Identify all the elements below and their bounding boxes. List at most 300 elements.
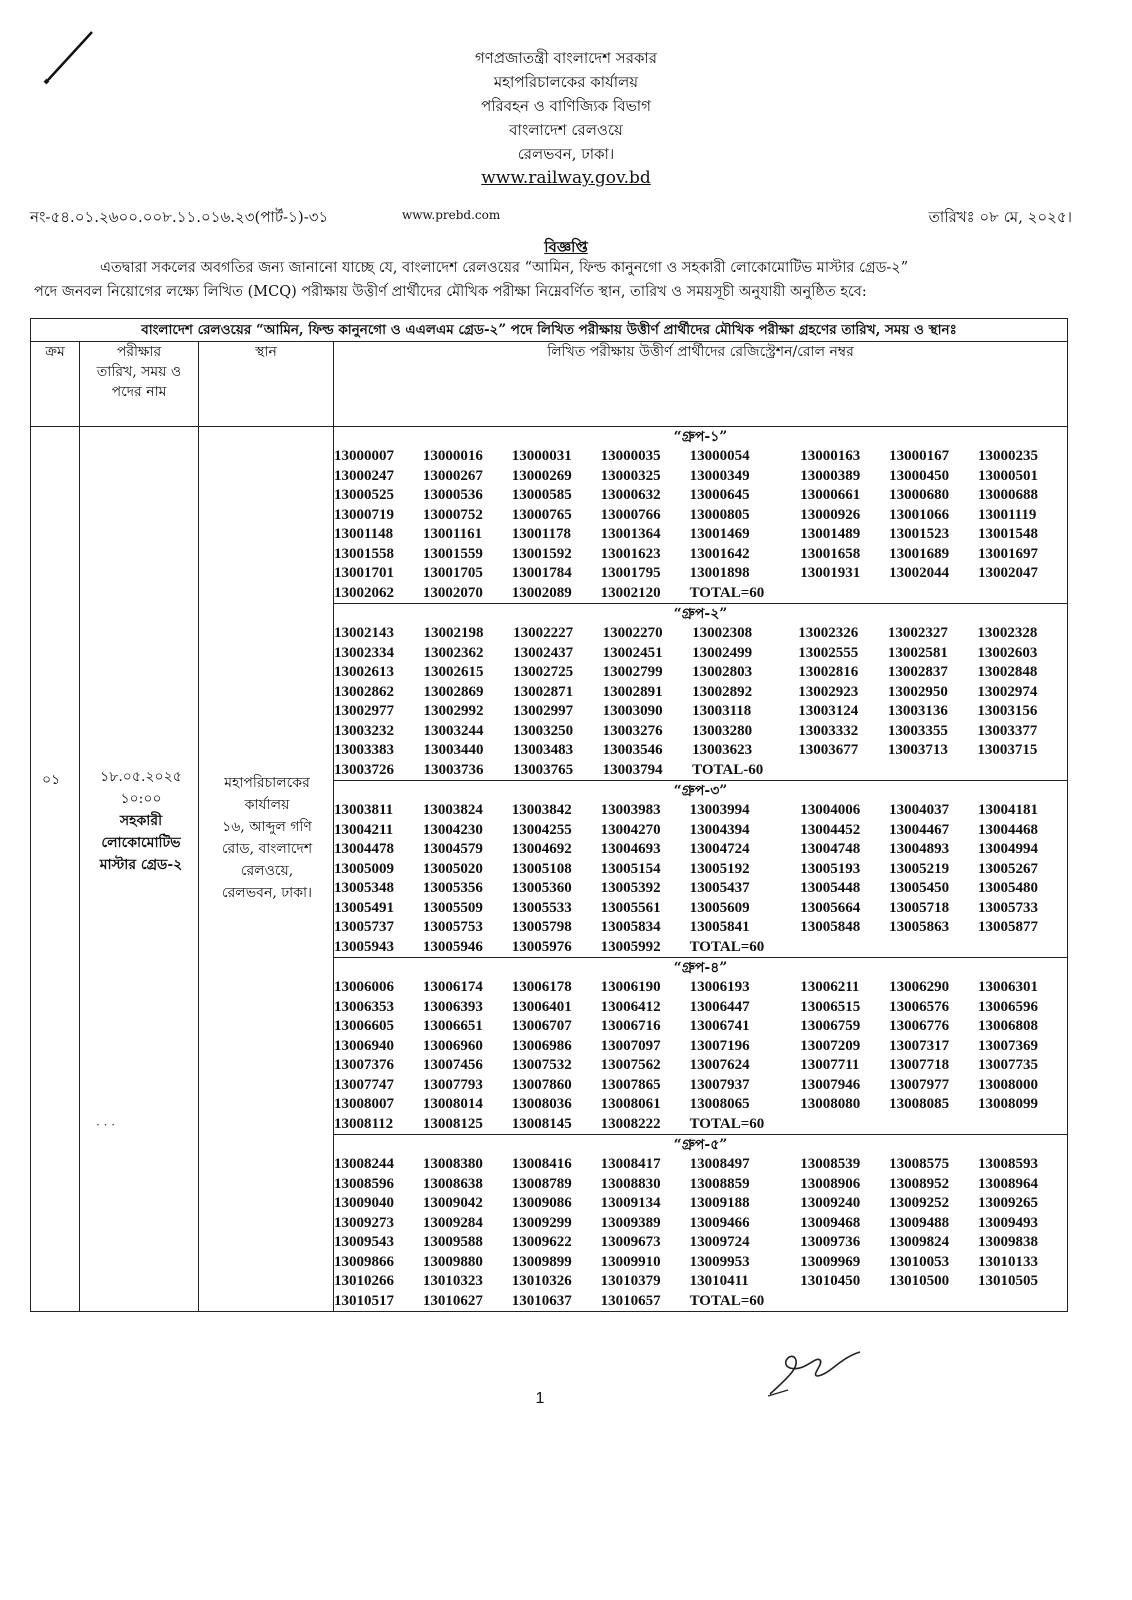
roll-row [334, 663, 1067, 683]
notice-title: বিজ্ঞপ্তি [544, 238, 588, 256]
roll-number: 13001523 [889, 526, 950, 542]
roll-number: 13006940 [334, 1037, 394, 1054]
roll-number: 13002848 [977, 664, 1038, 680]
table-caption: বাংলাদেশ রেলওয়ের “আমিন, ফিল্ড কানুনগো ও এএলএম গ্রেড-২” পদে লিখিত পরীক্ষায় উত্তীর্ণ প্রার্থীদের মৌখিক পরীক্ষা গ্রহণের তারিখ, সময় ও স্থানঃ [31, 319, 1068, 342]
roll-number: 13002871 [513, 683, 574, 700]
venue-line: ১৬, আব্দুল গণি [222, 819, 312, 835]
roll-number: 13004893 [889, 841, 950, 857]
roll-number: 13008080 [800, 1096, 861, 1112]
roll-number [800, 1292, 889, 1312]
roll-number: 13000719 [334, 506, 394, 523]
roll-number: 13009252 [889, 1195, 950, 1211]
roll-number: 13002615 [423, 664, 484, 680]
roll-number: 13007097 [600, 1037, 661, 1054]
roll-row [334, 1155, 1067, 1175]
roll-number: 13006515 [800, 998, 861, 1015]
roll-number: 13005491 [334, 899, 394, 916]
roll-number: 13010627 [422, 1292, 483, 1309]
roll-row [334, 683, 1067, 703]
roll-number: 13003124 [798, 703, 859, 719]
roll-group [334, 957, 1067, 1134]
roll-number: 13009273 [334, 1214, 394, 1231]
roll-number: 13003811 [334, 802, 394, 818]
roll-number: 13001066 [889, 506, 950, 523]
group-total: TOTAL=60 [689, 584, 765, 601]
roll-number: 13005561 [600, 899, 661, 916]
roll-number: 13000167 [889, 448, 950, 464]
roll-number: 13007562 [600, 1057, 661, 1073]
roll-number: 13001592 [511, 545, 572, 562]
roll-number: 13005509 [422, 899, 483, 916]
roll-number: 13003156 [977, 703, 1038, 719]
roll-group [334, 427, 1067, 603]
roll-number-grid [334, 447, 1067, 603]
roll-number: 13005733 [978, 899, 1038, 916]
roll-number: 13008125 [422, 1115, 483, 1132]
roll-number: 13007711 [800, 1057, 860, 1073]
roll-number: 13003136 [887, 703, 948, 719]
roll-number: 13007865 [600, 1076, 661, 1093]
roll-number: 13007747 [334, 1076, 394, 1093]
post-name-line: লোকোমোটিভ [101, 835, 181, 851]
roll-number: 13003726 [334, 761, 394, 778]
roll-number: 13010517 [334, 1292, 394, 1309]
roll-number: 13007456 [422, 1057, 483, 1073]
memo-date: তারিখঃ ০৮ মে, ২০২৫। [928, 208, 1072, 226]
roll-number: 13002950 [887, 683, 948, 700]
roll-number: 13006776 [889, 1018, 950, 1034]
roll-number: 13002120 [600, 584, 661, 601]
roll-number: 13006759 [800, 1018, 861, 1034]
roll-number: 13004467 [889, 821, 950, 838]
roll-number: 13000163 [800, 448, 861, 464]
group-title: “গ্রুপ-১” [673, 429, 728, 445]
roll-number: 13001795 [600, 565, 661, 581]
roll-number: 13009724 [689, 1234, 750, 1250]
roll-number: 13001364 [600, 526, 661, 542]
roll-number [978, 938, 1067, 958]
roll-number [800, 1115, 889, 1135]
roll-number: 13008417 [600, 1156, 661, 1172]
roll-number: 13001784 [511, 565, 572, 581]
roll-number: 13007793 [422, 1076, 483, 1093]
roll-number: 13009969 [800, 1253, 861, 1270]
roll-number: 13010505 [978, 1273, 1038, 1289]
roll-number: 13006605 [334, 1018, 394, 1034]
roll-number: 13004579 [422, 841, 483, 857]
roll-number: 13005193 [800, 860, 861, 877]
roll-number: 13003232 [334, 722, 394, 739]
roll-number: 13006596 [978, 998, 1038, 1015]
roll-number: 13005877 [978, 919, 1038, 935]
roll-row [334, 506, 1067, 526]
roll-number: 13010133 [978, 1253, 1038, 1270]
roll-number: 13010379 [600, 1273, 661, 1289]
roll-number [977, 761, 1067, 781]
group-total: TOTAL=60 [689, 938, 765, 955]
roll-number: 13002725 [513, 664, 574, 680]
roll-number: 13003677 [798, 742, 859, 758]
roll-number: 13005834 [600, 919, 661, 935]
header-line: মহাপরিচালকের কার্যালয় [493, 73, 639, 91]
roll-number: 13005356 [422, 880, 483, 896]
roll-number: 13002974 [977, 683, 1038, 700]
roll-row [334, 584, 1067, 604]
post-name-line: মাস্টার গ্রেড-২ [99, 857, 183, 873]
roll-number: 13000926 [800, 506, 861, 523]
roll-number: 13005154 [600, 860, 661, 877]
roll-number: 13000805 [689, 506, 750, 523]
roll-number: 13001898 [689, 565, 750, 581]
roll-number: 13008593 [978, 1156, 1038, 1172]
roll-number: 13000766 [600, 506, 661, 523]
roll-row [334, 821, 1067, 841]
roll-row [334, 840, 1067, 860]
roll-number: 13006960 [422, 1037, 483, 1054]
roll-number: 13008575 [889, 1156, 950, 1172]
roll-number: 13002862 [334, 683, 394, 700]
roll-number: 13007718 [889, 1057, 950, 1073]
roll-number: 13010657 [600, 1292, 661, 1309]
roll-number: 13006651 [422, 1018, 483, 1034]
roll-number: 13005009 [334, 860, 394, 877]
roll-number: 13002799 [602, 664, 663, 680]
roll-row [334, 644, 1067, 664]
roll-number [798, 761, 888, 781]
office-header [0, 46, 1132, 190]
roll-number: 13004468 [978, 821, 1038, 838]
roll-row [334, 918, 1067, 938]
roll-number: 13005192 [689, 860, 750, 877]
roll-number: 13002070 [422, 584, 483, 601]
roll-number: 13009910 [600, 1253, 661, 1270]
header-place: স্থান [199, 342, 334, 427]
roll-number: 13002270 [602, 625, 663, 641]
roll-row [334, 1076, 1067, 1096]
roll-number: 13010053 [889, 1253, 950, 1270]
roll-number: 13005943 [334, 938, 394, 955]
roll-number: 13006741 [689, 1018, 750, 1034]
group-title: “গ্রুপ-৪” [673, 960, 728, 976]
roll-number: 13006707 [511, 1018, 572, 1034]
roll-number: 13004693 [600, 841, 661, 857]
roll-number [888, 761, 978, 781]
roll-number: 13008964 [978, 1175, 1038, 1192]
serial-value: ০১ [42, 772, 61, 788]
roll-group [334, 603, 1067, 780]
group-title: “গ্রুপ-৫” [673, 1137, 728, 1153]
roll-row [334, 722, 1067, 742]
roll-number: 13002437 [513, 644, 574, 661]
roll-number: 13000389 [800, 467, 861, 484]
roll-number: 13006193 [689, 979, 750, 995]
roll-number: 13000016 [422, 448, 483, 464]
roll-number [800, 584, 889, 604]
roll-row [334, 1095, 1067, 1115]
roll-number: 13006576 [889, 998, 950, 1015]
roll-number: 13001178 [511, 526, 571, 542]
roll-number: 13008244 [334, 1156, 394, 1172]
roll-number: 13003623 [692, 742, 753, 758]
roll-row [334, 741, 1067, 761]
roll-row [334, 1056, 1067, 1076]
roll-number: 13009188 [689, 1195, 750, 1211]
roll-number: 13001689 [889, 545, 950, 562]
stray-mark: · · · [96, 1118, 116, 1132]
roll-number: 13002603 [977, 644, 1038, 661]
exam-time: ১০:০০ [120, 791, 162, 807]
roll-number: 13008222 [600, 1115, 661, 1132]
venue-line: রেলওয়ে, [240, 863, 294, 879]
roll-number: 13004006 [800, 802, 861, 818]
roll-number: 13003440 [423, 742, 484, 758]
date-time-post [82, 766, 200, 876]
roll-row [334, 564, 1067, 584]
roll-number: 13006716 [600, 1018, 661, 1034]
roll-row [334, 879, 1067, 899]
roll-number: 13005219 [889, 860, 950, 877]
roll-number: 13009866 [334, 1253, 394, 1270]
roll-number: 13009134 [600, 1195, 661, 1211]
venue-line: রেলভবন, ঢাকা। [221, 885, 313, 901]
roll-number: 13009493 [978, 1214, 1038, 1231]
roll-number: 13002047 [978, 565, 1038, 581]
roll-number: 13003332 [798, 722, 859, 739]
roll-number: 13001623 [600, 545, 661, 562]
roll-number: 13007369 [978, 1037, 1038, 1054]
roll-number: 13008906 [800, 1175, 861, 1192]
roll-number-grid [334, 978, 1067, 1134]
roll-number: 13010500 [889, 1273, 950, 1289]
roll-number: 13010266 [334, 1273, 394, 1289]
roll-number: 13003546 [602, 742, 663, 758]
roll-number: 13009389 [600, 1214, 661, 1231]
roll-number: 13007317 [889, 1037, 950, 1054]
roll-number: 13008416 [511, 1156, 572, 1172]
roll-row [334, 486, 1067, 506]
roll-number: 13002308 [692, 625, 753, 641]
roll-number: 13003842 [511, 802, 572, 818]
roll-number: 13007624 [689, 1057, 750, 1073]
roll-number: 13009466 [689, 1214, 750, 1231]
roll-number: 13008099 [978, 1096, 1038, 1112]
roll-number: 13008830 [600, 1175, 661, 1192]
roll-number: 13004230 [422, 821, 483, 838]
header-date-time-post [80, 342, 199, 427]
roll-number: 13005020 [422, 860, 483, 877]
roll-number: 13002891 [602, 683, 663, 700]
roll-number: 13002923 [798, 683, 859, 700]
roll-number: 13009488 [889, 1214, 950, 1231]
header-date-line: তারিখ, সময় ও [96, 364, 182, 380]
roll-row [334, 1272, 1067, 1292]
roll-number: 13005533 [511, 899, 572, 916]
roll-number: 13004994 [978, 841, 1038, 857]
roll-number: 13006353 [334, 998, 394, 1015]
roll-number: 13010326 [511, 1273, 572, 1289]
roll-number: 13009543 [334, 1234, 394, 1250]
roll-number: 13004211 [334, 821, 394, 838]
roll-number: 13003736 [423, 761, 484, 778]
roll-number: 13002451 [602, 644, 663, 661]
roll-number: 13001148 [334, 526, 394, 542]
roll-number: 13008952 [889, 1175, 950, 1192]
roll-number: 13003276 [602, 722, 663, 739]
roll-number: 13007376 [334, 1057, 394, 1073]
roll-number: 13006301 [978, 979, 1038, 995]
roll-number: 13002334 [334, 644, 394, 661]
roll-number: 13006393 [422, 998, 483, 1015]
header-line: গণপ্রজাতন্ত্রী বাংলাদেশ সরকার [474, 49, 658, 67]
roll-row [334, 1214, 1067, 1234]
venue-line: রোড, বাংলাদেশ [221, 841, 313, 857]
roll-number: 13007735 [978, 1057, 1038, 1073]
roll-number: 13005437 [689, 880, 750, 896]
roll-row [334, 978, 1067, 998]
roll-number: 13000765 [511, 506, 572, 523]
roll-number: 13002227 [513, 625, 574, 641]
roll-number: 13009736 [800, 1234, 861, 1250]
roll-row [334, 998, 1067, 1018]
roll-number: 13009953 [689, 1253, 750, 1270]
roll-row [334, 1233, 1067, 1253]
roll-number: 13009284 [422, 1214, 483, 1231]
roll-number: 13001469 [689, 526, 750, 542]
roll-number: 13005480 [978, 880, 1038, 896]
roll-number: 13010637 [511, 1292, 572, 1309]
roll-number: 13005664 [800, 899, 861, 916]
roll-number: 13004255 [511, 821, 572, 838]
roll-number: 13009838 [978, 1234, 1038, 1250]
roll-number: 13002499 [692, 644, 753, 661]
roll-row [334, 545, 1067, 565]
roll-number: 13002326 [798, 625, 859, 641]
roll-number: 13009299 [511, 1214, 572, 1231]
roll-number: 13008380 [422, 1156, 483, 1172]
roll-number: 13004692 [511, 841, 572, 857]
roll-number: 13005392 [600, 880, 661, 896]
roll-number: 13001489 [800, 526, 861, 542]
header-line: পরিবহন ও বাণিজ্যিক বিভাগ [481, 97, 651, 115]
header-serial: ক্রম [31, 342, 80, 427]
roll-number: 13008539 [800, 1156, 861, 1172]
roll-number: 13003244 [423, 722, 484, 739]
roll-row [334, 860, 1067, 880]
roll-number: 13001642 [689, 545, 750, 562]
roll-number [889, 584, 978, 604]
roll-number: 13007532 [511, 1057, 572, 1073]
roll-number-grid [334, 624, 1067, 780]
roll-number: 13004181 [978, 802, 1038, 818]
roll-number: 13005267 [978, 860, 1038, 877]
roll-number: 13009588 [422, 1234, 483, 1250]
roll-number: 13010411 [689, 1273, 749, 1289]
roll-number: 13000525 [334, 487, 394, 503]
header-date-line: পরীক্ষার [116, 344, 162, 360]
header-line: রেলভবন, ঢাকা। [517, 145, 615, 163]
roll-number: 13002198 [423, 625, 484, 641]
roll-number: 13010450 [800, 1273, 861, 1289]
roll-number: 13008859 [689, 1175, 750, 1192]
roll-number: 13005848 [800, 919, 861, 935]
roll-number: 13010323 [422, 1273, 483, 1289]
roll-number: 13005863 [889, 919, 950, 935]
roll-number: 13001701 [334, 565, 394, 581]
roll-number: 13002362 [423, 644, 484, 661]
roll-number: 13003355 [887, 722, 948, 739]
roll-number: 13005450 [889, 880, 950, 896]
roll-number: 13003090 [602, 703, 663, 719]
roll-number: 13009468 [800, 1214, 861, 1231]
roll-number: 13005992 [600, 938, 661, 955]
roll-number [978, 1115, 1067, 1135]
roll-number: 13002997 [513, 703, 574, 719]
roll-number: 13002892 [692, 683, 753, 700]
roll-number: 13003280 [692, 722, 753, 739]
roll-number-grid [334, 801, 1067, 957]
roll-number: 13003383 [334, 742, 394, 758]
roll-number: 13008007 [334, 1096, 394, 1112]
roll-number: 13005946 [422, 938, 483, 955]
header-line: বাংলাদেশ রেলওয়ে [509, 121, 623, 139]
roll-number: 13009899 [511, 1253, 572, 1270]
roll-number: 13004478 [334, 841, 394, 857]
roll-number: 13001161 [422, 526, 483, 542]
roll-number: 13004452 [800, 821, 861, 838]
roll-number: 13008000 [978, 1076, 1038, 1093]
roll-number: 13005609 [689, 899, 750, 916]
roll-number: 13009042 [422, 1195, 483, 1211]
group-title: “গ্রুপ-৩” [673, 783, 728, 799]
roll-number: 13004394 [689, 821, 750, 838]
roll-number [800, 938, 889, 958]
roll-groups-cell [334, 427, 1068, 1312]
roll-number: 13008014 [422, 1096, 483, 1112]
roll-number: 13000536 [422, 487, 483, 503]
roll-number: 13007946 [800, 1076, 861, 1093]
watermark-text: www.prebd.com [402, 208, 501, 222]
roll-number [978, 1292, 1067, 1312]
roll-number: 13005841 [689, 919, 750, 935]
roll-number: 13008789 [511, 1175, 572, 1192]
roll-number: 13006174 [422, 979, 483, 995]
roll-number: 13000325 [600, 467, 661, 484]
roll-number: 13000645 [689, 487, 750, 503]
roll-number: 13007860 [511, 1076, 572, 1093]
roll-number: 13000007 [334, 448, 394, 464]
roll-number: 13000235 [978, 448, 1038, 464]
notice-line: এতদ্বারা সকলের অবগতির জন্য জানানো যাচ্ছে যে, বাংলাদেশ রেলওয়ের “আমিন, ফিল্ড কানুনগো ও সহকারী লোকোমোটিভ মাস্টার গ্রেড-২” [100, 260, 909, 276]
roll-number: 13003994 [689, 802, 750, 818]
roll-number: 13009086 [511, 1195, 572, 1211]
roll-number: 13008145 [511, 1115, 572, 1132]
roll-number: 13000752 [422, 506, 483, 523]
roll-number: 13002062 [334, 584, 394, 601]
roll-row [334, 702, 1067, 722]
roll-number: 13000501 [978, 467, 1038, 484]
roll-number: 13003715 [977, 742, 1038, 758]
roll-number: 13003824 [422, 802, 483, 818]
roll-number: 13003377 [977, 722, 1038, 739]
roll-number: 13000035 [600, 448, 661, 464]
roll-number: 13006447 [689, 998, 750, 1015]
website-link[interactable]: www.railway.gov.bd [481, 168, 651, 188]
roll-number: 13002581 [887, 644, 948, 661]
roll-number: 13008112 [334, 1115, 394, 1132]
roll-number: 13002803 [692, 664, 753, 680]
group-total: TOTAL=60 [689, 1292, 765, 1309]
roll-group [334, 780, 1067, 957]
